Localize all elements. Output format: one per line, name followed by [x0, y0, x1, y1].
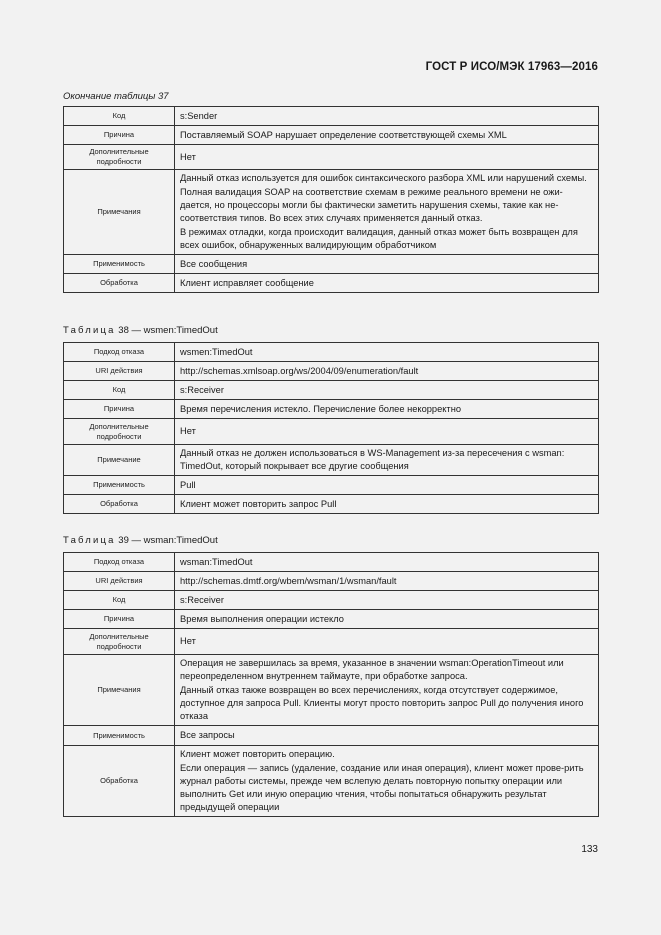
- row-label: Код: [64, 107, 175, 126]
- row-value-paragraph: wsmen:TimedOut: [180, 346, 253, 357]
- row-value-paragraph: Данный отказ используется для ошибок синтаксического разбора XML или нарушений схемы.: [180, 173, 587, 183]
- row-value-paragraph: Данный отказ не должен использоваться в WS-Management из-за пересечения с wsman: TimedOut, который покрывает все другие сообщения: [180, 448, 565, 471]
- row-label: Применимость: [64, 255, 175, 274]
- row-value-paragraph: Клиент может повторить запрос Pull: [180, 498, 337, 509]
- row-value: [175, 126, 599, 145]
- table-row: [64, 445, 599, 476]
- table-row: [64, 746, 599, 817]
- row-label: Примечание: [64, 445, 175, 476]
- table-row: [64, 170, 599, 255]
- table-38-caption-word: Таблица: [63, 325, 116, 336]
- row-value: [175, 255, 599, 274]
- row-value-paragraph: Все запросы: [180, 730, 235, 740]
- row-value-paragraph: Операция не завершилась за время, указанное в значении wsman:OperationTimeout или переопределенном внутреннем таймауте, при обработке запроса.: [180, 658, 564, 681]
- row-value-paragraph: http://schemas.dmtf.org/wbem/wsman/1/wsman/fault: [180, 575, 397, 586]
- row-value: [175, 381, 599, 400]
- row-value: [175, 400, 599, 419]
- table-38: [63, 342, 599, 514]
- row-value: [175, 495, 599, 514]
- row-value: [175, 107, 599, 126]
- row-value-paragraph: Данный отказ также возвращен во всех перечислениях, когда отсутствует содержимое, доступное для запроса Pull. Клиенты могут просто повторить запрос Pull до получения иного отказа: [180, 685, 584, 721]
- row-label: URI действия: [64, 362, 175, 381]
- table-row: [64, 343, 599, 362]
- table-row: [64, 400, 599, 419]
- row-label: Причина: [64, 610, 175, 629]
- table-38-caption: [63, 325, 218, 336]
- table-row: [64, 274, 599, 293]
- table-row: [64, 572, 599, 591]
- row-value: [175, 274, 599, 293]
- row-label: Обработка: [64, 495, 175, 514]
- row-value-paragraph: Все сообщения: [180, 258, 248, 269]
- row-value: [175, 726, 599, 746]
- row-value-paragraph: Нет: [180, 426, 196, 436]
- row-label: URI действия: [64, 572, 175, 591]
- table-row: [64, 419, 599, 445]
- row-label: Применимость: [64, 476, 175, 495]
- table-39-caption-title: 39 — wsman:TimedOut: [115, 535, 218, 546]
- row-label: Дополнительные подробности: [64, 629, 175, 655]
- row-value-paragraph: http://schemas.xmlsoap.org/ws/2004/09/enumeration/fault: [180, 365, 419, 376]
- row-value-paragraph: Нет: [180, 151, 196, 162]
- row-label: Подкод отказа: [64, 553, 175, 572]
- row-value-paragraph: Время выполнения операции истекло: [180, 613, 344, 624]
- row-label: Причина: [64, 126, 175, 145]
- table-38-caption-title: 38 — wsmen:TimedOut: [115, 325, 218, 336]
- row-value-paragraph: wsman:TimedOut: [180, 556, 253, 567]
- table-39-caption-word: Таблица: [63, 535, 116, 546]
- row-label: Подкод отказа: [64, 343, 175, 362]
- row-value-paragraph: Если операция — запись (удаление, создание или иная операция), клиент может прове-рить журнал работы системы, прежде чем вслепую делать повторную попытку операции или выполнить Get или иную операцию чтения, чтобы попытаться обнаружить результат предыдущей операции: [180, 763, 584, 812]
- table-39: [63, 552, 599, 817]
- row-label: Примечания: [64, 655, 175, 726]
- row-value: [175, 629, 599, 655]
- row-label: Дополнительные подробности: [64, 145, 175, 170]
- table-39-caption: [63, 535, 218, 546]
- row-label: Обработка: [64, 746, 175, 817]
- row-value: [175, 655, 599, 726]
- row-label: Код: [64, 381, 175, 400]
- row-value: [175, 591, 599, 610]
- row-value-paragraph: s:Receiver: [180, 384, 224, 395]
- row-value: [175, 445, 599, 476]
- table-row: [64, 107, 599, 126]
- table-row: [64, 476, 599, 495]
- table-row: [64, 145, 599, 170]
- table-row: [64, 591, 599, 610]
- row-value: [175, 476, 599, 495]
- table-row: [64, 381, 599, 400]
- table-row: [64, 553, 599, 572]
- row-value-paragraph: s:Sender: [180, 110, 218, 121]
- document-standard-header: ГОСТ Р ИСО/МЭК 17963—2016: [425, 61, 598, 73]
- page-number: 133: [581, 844, 598, 855]
- table-row: [64, 495, 599, 514]
- row-value: [175, 746, 599, 817]
- row-value: [175, 343, 599, 362]
- table-row: [64, 629, 599, 655]
- row-value-paragraph: Время перечисления истекло. Перечисление более некорректно: [180, 403, 461, 414]
- table-row: [64, 610, 599, 629]
- row-value-paragraph: Поставляемый SOAP нарушает определение соответствующей схемы XML: [180, 129, 507, 140]
- row-value: [175, 610, 599, 629]
- row-value-paragraph: Клиент может повторить операцию.: [180, 749, 335, 759]
- row-value-paragraph: Pull: [180, 479, 196, 490]
- row-value-paragraph: Нет: [180, 636, 196, 646]
- table-37: [63, 106, 599, 293]
- row-label: Примечания: [64, 170, 175, 255]
- row-value-paragraph: В режимах отладки, когда происходит валидация, данный отказ может быть возвращен для всех ошибок, обнаруженных валидирующим обработчиком: [180, 227, 578, 250]
- row-label: Применимость: [64, 726, 175, 746]
- table-row: [64, 362, 599, 381]
- table-row: [64, 255, 599, 274]
- row-value: [175, 145, 599, 170]
- table-row: [64, 726, 599, 746]
- row-value-paragraph: Клиент исправляет сообщение: [180, 277, 314, 288]
- row-value-paragraph: s:Receiver: [180, 594, 224, 605]
- row-value: [175, 572, 599, 591]
- row-value: [175, 553, 599, 572]
- table-row: [64, 126, 599, 145]
- row-value: [175, 362, 599, 381]
- row-label: Дополнительные подробности: [64, 419, 175, 445]
- table-37-caption: Окончание таблицы 37: [63, 91, 169, 102]
- row-label: Обработка: [64, 274, 175, 293]
- row-value-paragraph: Полная валидация SOAP на соответствие схемам в режиме реального времени не ожи-дается, но процессоры могли бы фактически заметить нарушения схемы, такие как не-соответствия типов. Во всех этих случаях применяется данный отказ.: [180, 187, 563, 223]
- table-row: [64, 655, 599, 726]
- row-value: [175, 170, 599, 255]
- row-value: [175, 419, 599, 445]
- row-label: Код: [64, 591, 175, 610]
- row-label: Причина: [64, 400, 175, 419]
